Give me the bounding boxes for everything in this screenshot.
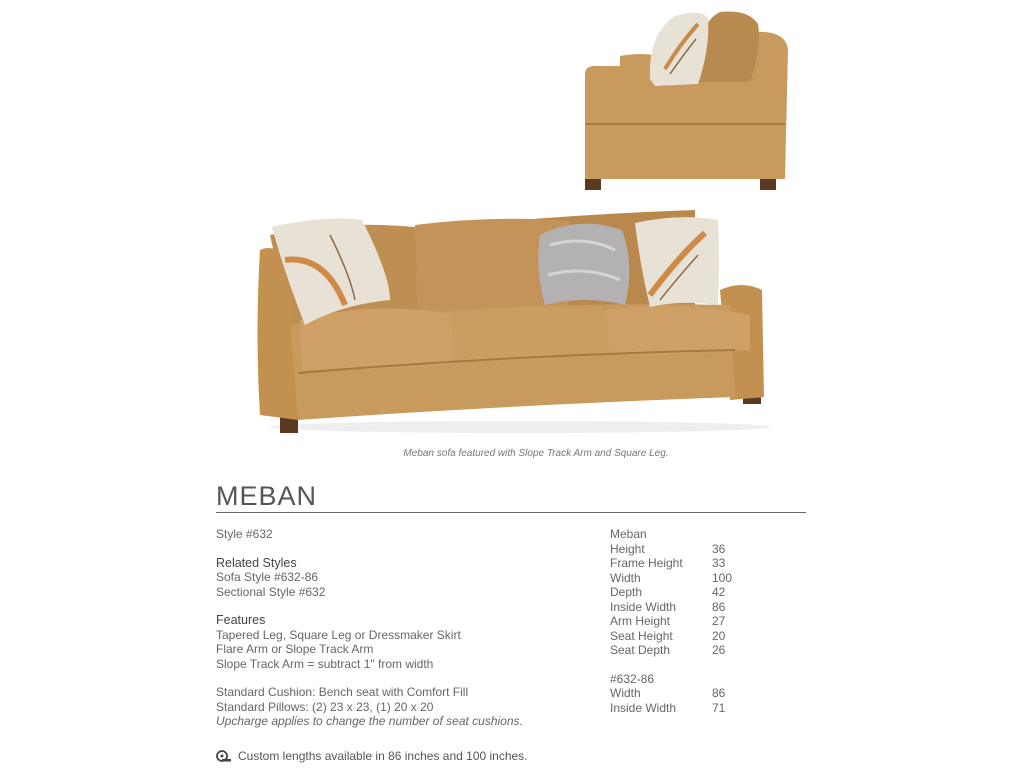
product-details [216,527,596,729]
spec-row: Inside Width 86 [610,599,726,614]
upcharge-note: Upcharge applies to change the number of seat cushions. [216,714,523,728]
spec-row: Arm Height 27 [610,614,726,628]
title-divider [216,512,806,513]
related-style-item: Sectional Style #632 [216,584,326,599]
spec-row: Depth 42 [610,585,726,599]
related-style-item: Sofa Style #632-86 [216,570,319,584]
spec-row: Width 100 [610,570,733,585]
feature-item: Tapered Leg, Square Leg or Dressmaker Skirt [216,627,461,642]
feature-item: Flare Arm or Slope Track Arm [216,642,374,656]
custom-lengths-note [216,749,528,763]
standard-pillows: Standard Pillows: (2) 23 x 23, (1) 20 x 20 [216,699,434,714]
spec-row: Frame Height 33 [610,556,726,570]
related-styles-heading: Related Styles [216,555,297,570]
spec-name: #632-86 [610,671,655,686]
spec-row: Seat Depth 26 [610,643,726,657]
product-title: MEBAN [216,481,318,511]
spec-row: Seat Height 20 [610,628,726,643]
spec-row: Height 36 [610,541,726,556]
dimensions-table [610,527,752,715]
custom-lengths-text: Custom lengths available in 86 inches and 100 inches. [238,749,528,763]
features-heading: Features [216,613,266,627]
tape-measure-icon [216,750,232,762]
spec-row: Inside Width 71 [610,700,726,715]
sofa-front-view-image [250,205,770,440]
sofa-side-view-image [580,4,795,194]
spec-name: Meban [610,527,647,541]
standard-cushion: Standard Cushion: Bench seat with Comfort Fill [216,685,469,699]
style-number: Style #632 [216,527,273,541]
image-caption: Meban sofa featured with Slope Track Arm and Square Leg. [403,448,669,459]
spec-row: Width 86 [610,686,726,700]
feature-item: Slope Track Arm = subtract 1" from width [216,656,434,671]
